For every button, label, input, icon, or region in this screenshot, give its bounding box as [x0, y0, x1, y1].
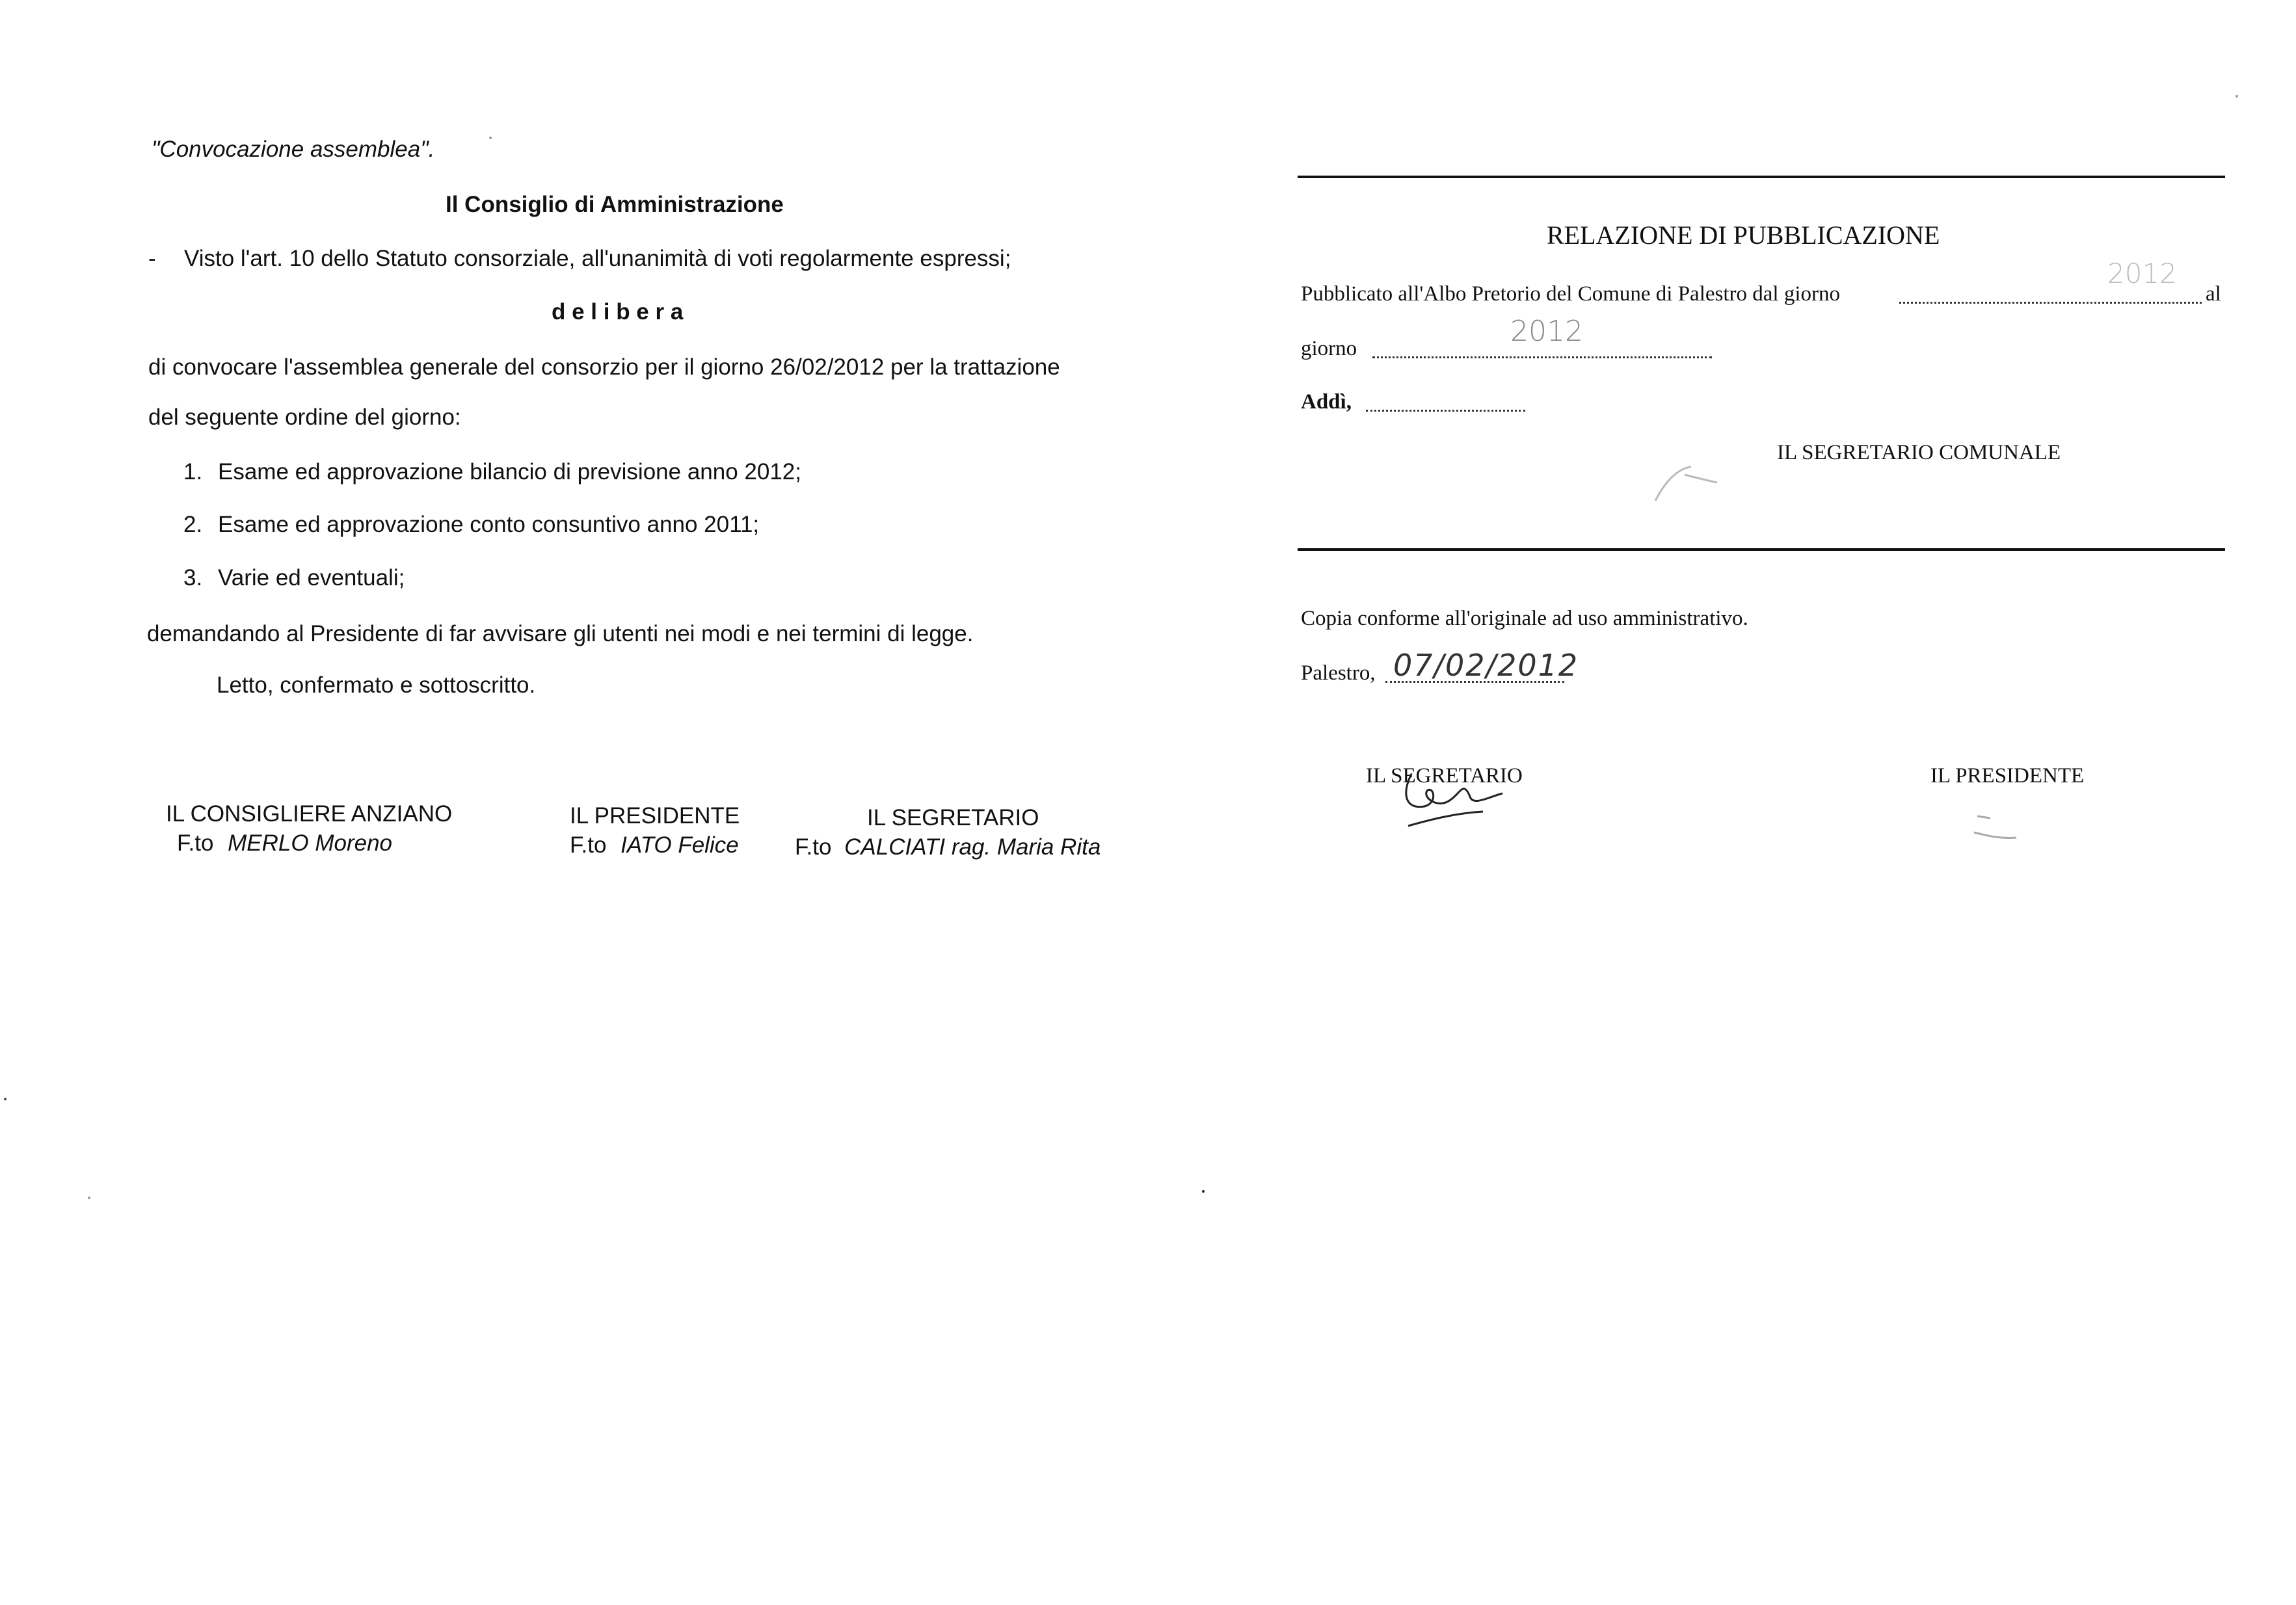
subject-line: "Convocazione assemblea". [152, 137, 435, 162]
presidente-signature-icon [1971, 806, 2029, 845]
demandando-paragraph: demandando al Presidente di far avvisare gli utenti nei modi e nei termini di legge. [147, 621, 974, 646]
sig-segretario-label: IL SEGRETARIO [1366, 764, 1523, 788]
convocare-line-1: di convocare l'assemblea generale del consorzio per il giorno 26/02/2012 per la trattazione [148, 354, 1060, 380]
scan-speck [4, 1098, 7, 1100]
signatory-name: IATO Felice [621, 832, 739, 858]
handwritten-date: 07/02/2012 [1393, 648, 1579, 683]
agenda-number: 3. [183, 565, 203, 590]
pubblicato-text: Pubblicato all'Albo Pretorio del Comune di Palestro dal giorno [1301, 282, 1840, 306]
scan-speck [1202, 1190, 1205, 1193]
scan-speck [489, 137, 492, 139]
board-heading: Il Consiglio di Amministrazione [446, 192, 784, 217]
signatory-line [570, 832, 739, 858]
bottom-rule [1298, 548, 2225, 551]
giorno-text: giorno [1301, 337, 1357, 360]
signatory-role: IL CONSIGLIERE ANZIANO [166, 801, 453, 827]
visto-bullet: - [148, 246, 156, 271]
agenda-item: Esame ed approvazione bilancio di previsione anno 2012; [218, 459, 801, 484]
signatory-line [177, 830, 392, 856]
agenda-item: Esame ed approvazione conto consuntivo anno 2011; [218, 512, 760, 537]
publication-title: RELAZIONE DI PUBBLICAZIONE [1547, 220, 1940, 250]
segretario-comunale-label: IL SEGRETARIO COMUNALE [1777, 441, 2061, 464]
segretario-signature-icon [1398, 761, 1522, 832]
signatory-prefix: F.to [795, 834, 832, 860]
scan-speck [88, 1197, 90, 1199]
signatory-role: IL PRESIDENTE [570, 803, 740, 829]
scan-speck [2236, 95, 2238, 98]
addi-dots [1366, 410, 1525, 412]
giorno-dots [1372, 356, 1712, 358]
pubblicato-dots [1899, 302, 2202, 304]
signatory-role: IL SEGRETARIO [867, 805, 1039, 830]
top-rule [1298, 176, 2225, 178]
agenda-number: 1. [183, 459, 203, 484]
copia-conforme-text: Copia conforme all'originale ad uso amministrativo. [1301, 607, 1748, 630]
signatory-name: CALCIATI rag. Maria Rita [844, 834, 1101, 860]
visto-paragraph: Visto l'art. 10 dello Statuto consorziale, all'unanimità di voti regolarmente espressi; [184, 246, 1011, 271]
al-text: al [2206, 282, 2221, 306]
signatory-line [795, 834, 1101, 860]
pubblicato-stamp: 2012 [2107, 258, 2177, 289]
giorno-stamp: 2012 [1510, 315, 1583, 348]
palestro-text: Palestro, [1301, 661, 1376, 685]
faint-signature-icon [1652, 455, 1724, 514]
signatory-name: MERLO Moreno [228, 830, 393, 856]
agenda-item: Varie ed eventuali; [218, 565, 405, 590]
addi-text: Addì, [1301, 390, 1352, 414]
delibera-heading: d e l i b e r a [552, 299, 684, 325]
convocare-line-2: del seguente ordine del giorno: [148, 405, 461, 430]
signatory-prefix: F.to [177, 830, 214, 856]
agenda-number: 2. [183, 512, 203, 537]
sig-presidente-label: IL PRESIDENTE [1930, 764, 2085, 788]
signatory-prefix: F.to [570, 832, 607, 858]
letto-line: Letto, confermato e sottoscritto. [217, 672, 536, 698]
